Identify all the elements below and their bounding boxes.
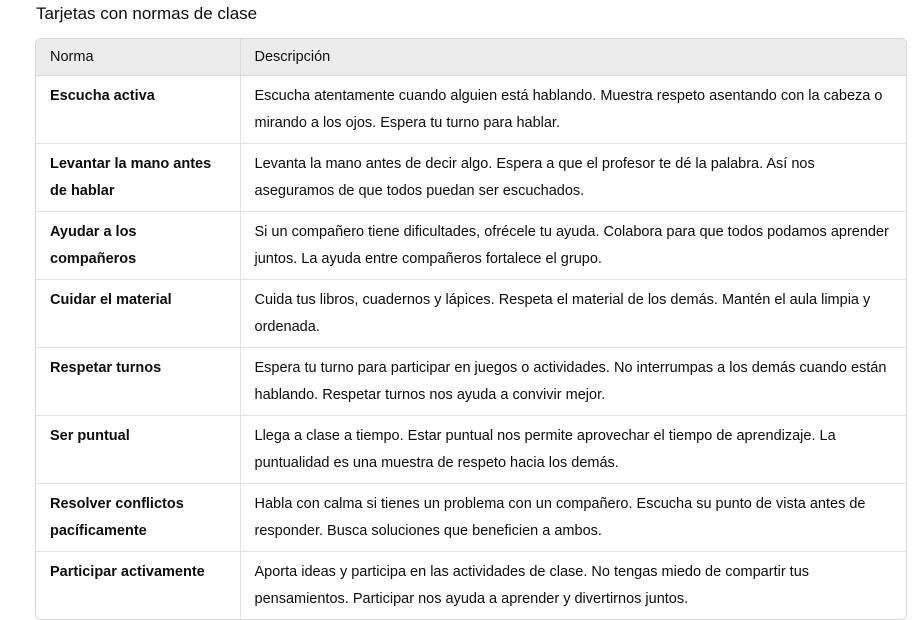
- cell-descripcion: Levanta la mano antes de decir algo. Espera a que el profesor te dé la palabra. Así nos aseguramos de que todos puedan ser escuchados.: [240, 144, 906, 212]
- cell-descripcion: Habla con calma si tienes un problema con un compañero. Escucha su punto de vista antes de responder. Busca soluciones que beneficien a ambos.: [240, 484, 906, 552]
- norms-table: [36, 39, 906, 619]
- table-row: [36, 416, 906, 484]
- table-header: [36, 39, 906, 76]
- cell-descripcion: Espera tu turno para participar en juegos o actividades. No interrumpas a los demás cuando están hablando. Respetar turnos nos ayuda a convivir mejor.: [240, 348, 906, 416]
- header-row: [36, 39, 906, 76]
- cell-descripcion: Llega a clase a tiempo. Estar puntual nos permite aprovechar el tiempo de aprendizaje. La puntualidad es una muestra de respeto hacia los demás.: [240, 416, 906, 484]
- cell-norma: Cuidar el material: [36, 280, 240, 348]
- cell-norma: Ser puntual: [36, 416, 240, 484]
- cell-descripcion: Si un compañero tiene dificultades, ofrécele tu ayuda. Colabora para que todos podamos aprender juntos. La ayuda entre compañeros fortalece el grupo.: [240, 212, 906, 280]
- cell-norma: Participar activamente: [50, 564, 205, 580]
- page-title: Tarjetas con normas de clase: [36, 4, 258, 23]
- cell-norma: Respetar turnos: [36, 348, 240, 416]
- cell-norma: Escucha activa: [36, 76, 240, 144]
- cell-descripcion: Cuida tus libros, cuadernos y lápices. Respeta el material de los demás. Mantén el aula limpia y ordenada.: [240, 280, 906, 348]
- table-row: [36, 144, 906, 212]
- table-row: [36, 484, 906, 552]
- cell-norma: Resolver conflictos pacíficamente: [36, 484, 240, 552]
- table-row: [36, 552, 906, 620]
- header-norma: Norma: [36, 39, 240, 76]
- cell-norma: Levantar la mano antes de hablar: [36, 144, 240, 212]
- cell-descripcion: Aporta ideas y participa en las actividades de clase. No tengas miedo de compartir tus pensamientos. Participar nos ayuda a aprender y divertirnos juntos.: [240, 552, 906, 620]
- header-descripcion: Descripción: [240, 39, 906, 76]
- cell-descripcion: Escucha atentamente cuando alguien está hablando. Muestra respeto asentando con la cabeza o mirando a los ojos. Espera tu turno para hablar.: [240, 76, 906, 144]
- table-row: [36, 348, 906, 416]
- table-row: [36, 76, 906, 144]
- table-row: [36, 280, 906, 348]
- cell-norma: Ayudar a los compañeros: [36, 212, 240, 280]
- table-body: [36, 76, 906, 620]
- norms-table-container: [35, 38, 907, 620]
- table-row: [36, 212, 906, 280]
